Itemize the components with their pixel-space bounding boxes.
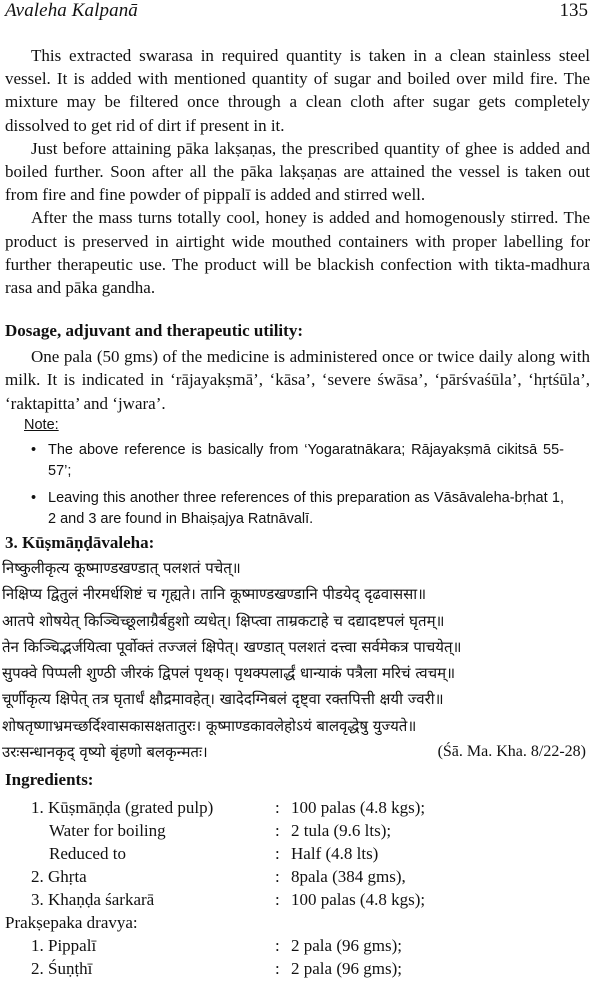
ingredient-colon: :: [275, 959, 280, 978]
ingredient-row: [5, 798, 590, 821]
ingredient-row: [5, 936, 590, 959]
section-heading: 3. Kūṣmāṇḍāvaleha:: [5, 533, 155, 552]
ingredient-subheading-row: [5, 913, 590, 936]
paragraph-honey: After the mass turns totally cool, honey is added and homogenously stirred. The product is preserved in airtight wide mouthed containers with proper labelling for further therapeutic use. The product will be blackish confection with tikta-madhura rasa and pāka gandha.: [5, 208, 590, 298]
ingredient-quantity: 2 tula (9.6 lts);: [291, 821, 392, 840]
page-number: 135: [559, 0, 588, 21]
ingredient-quantity: 8pala (384 gms),: [291, 867, 406, 886]
dosage-heading: Dosage, adjuvant and therapeutic utility:: [5, 321, 303, 340]
ingredient-row: [5, 844, 590, 867]
verse-reference: (Śā. Ma. Kha. 8/22-28): [437, 743, 586, 761]
ingredient-quantity: Half (4.8 lts): [291, 844, 379, 863]
preparation-text: [5, 44, 590, 299]
verse-line: निष्कुलीकृत्य कूष्माण्डखण्डात् पलशतं पचेत्॥: [2, 559, 241, 577]
verse-line-last: [2, 739, 592, 765]
verse-line: शोषतृष्णाभ्रमच्छर्दिश्वासकासक्षतातुरः। कूष्माण्डकावलेहोऽयं बालवृद्धेषु युज्यते॥: [2, 716, 417, 735]
ingredient-quantity: 100 palas (4.8 kgs);: [291, 890, 426, 909]
note-label: Note:: [24, 417, 59, 433]
note-bullet: • Leaving this another three references of this preparation as Vāsāvaleha-bṛhat 1, 2 and 3 are found in Bhaiṣajya Ratnāvalī.: [24, 488, 564, 530]
ingredient-name: 2. Ghṛta: [31, 867, 87, 886]
verse-line: सुपक्वे पिप्पली शुण्ठी जीरकं द्विपलं पृथक्। पृथक्पलार्द्धं धान्याकं पत्रैला मरिचं त्वचम्॥: [2, 664, 456, 683]
verse-line: आतपे शोषयेत् किञ्चिच्छूलाग्रैर्बहुशो व्यधेत्। क्षिप्त्वा ताम्रकटाहे च दद्यादष्टपलं घृतम्॥: [2, 611, 445, 630]
ingredient-name: Reduced to: [49, 844, 126, 863]
ingredient-name: Water for boiling: [49, 821, 166, 840]
ingredient-quantity: 2 pala (96 gms);: [291, 936, 402, 955]
ingredients-heading: Ingredients:: [5, 770, 94, 789]
verse-line: तेन किञ्चिद्भर्जयित्वा पूर्वोक्तं तज्जलं क्षिपेत्। खण्डात् पलशतं दत्त्वा सर्वमेकत्र पाचयेत्॥: [2, 637, 462, 656]
note-section: [24, 415, 564, 530]
ingredient-row: [5, 867, 590, 890]
dosage-text: One pala (50 gms) of the medicine is administered once or twice daily along with milk. It is indicated in ‘rājayakṣmā’, ‘kāsa’, ‘severe śwāsa’, ‘pārśvaśūla’, ‘hṛtśūla’, ‘raktapitta’ and ‘jwara’.: [5, 347, 590, 413]
ingredient-name: 3. Khaṇḍa śarkarā: [31, 890, 155, 909]
ingredient-colon: :: [275, 867, 280, 886]
paragraph-swarasa: This extracted swarasa in required quantity is taken in a clean stainless steel vessel. It is added with mentioned quantity of sugar and boiled over mild fire. The mixture may be filtered once through a clean cloth after sugar gets completely dissolved to get rid of dirt if present in it.: [5, 46, 590, 135]
sanskrit-verses: [2, 555, 592, 765]
ingredient-quantity: 2 pala (96 gms);: [291, 959, 402, 978]
verse-line: निक्षिप्य द्वितुलं नीरमर्धशिष्टं च गृह्यते। तानि कूष्माण्डखण्डानि पीडयेद् दृढवाससा॥: [2, 585, 427, 604]
ingredient-name: 2. Śuṇṭhī: [31, 959, 93, 978]
ingredient-quantity: 100 palas (4.8 kgs);: [291, 798, 426, 817]
verse-line: उरःसन्धानकृद् वृष्यो बृंहणो बलकृन्मतः।: [2, 743, 208, 762]
paragraph-ghee: Just before attaining pāka lakṣaṇas, the prescribed quantity of ghee is added and boiled further. Soon after all the pāka lakṣaṇas are attained the vessel is taken out from fire and fine powder of pippalī is added and stirred well.: [5, 138, 590, 205]
ingredient-colon: :: [275, 890, 280, 909]
ingredient-colon: :: [275, 798, 280, 817]
ingredient-colon: :: [275, 936, 280, 955]
note-bullet: • The above reference is basically from ‘Yogaratnākara; Rājayakṣmā cikitsā 55-57’;: [24, 440, 564, 482]
dosage-section: [5, 319, 590, 415]
kusmanda-section: [5, 531, 590, 554]
ingredient-name: 1. Pippalī: [31, 936, 97, 955]
ingredient-row: [5, 821, 590, 844]
ingredient-row: [5, 890, 590, 913]
verse-line: चूर्णीकृत्य क्षिपेत् तत्र घृतार्धं क्षौद्रमावहेत्। खादेदग्निबलं दृष्ट्वा रक्तपित्ती क्षयी ज्वरी॥: [2, 690, 444, 709]
praksepaka-heading: Prakṣepaka dravya:: [5, 913, 138, 932]
ingredient-row: [5, 959, 590, 982]
ingredient-colon: :: [275, 844, 280, 863]
running-header: [5, 0, 588, 24]
ingredient-name: 1. Kūṣmāṇḍa (grated pulp): [31, 798, 214, 817]
ingredient-colon: :: [275, 821, 280, 840]
chapter-title: Avaleha Kalpanā: [5, 0, 138, 21]
